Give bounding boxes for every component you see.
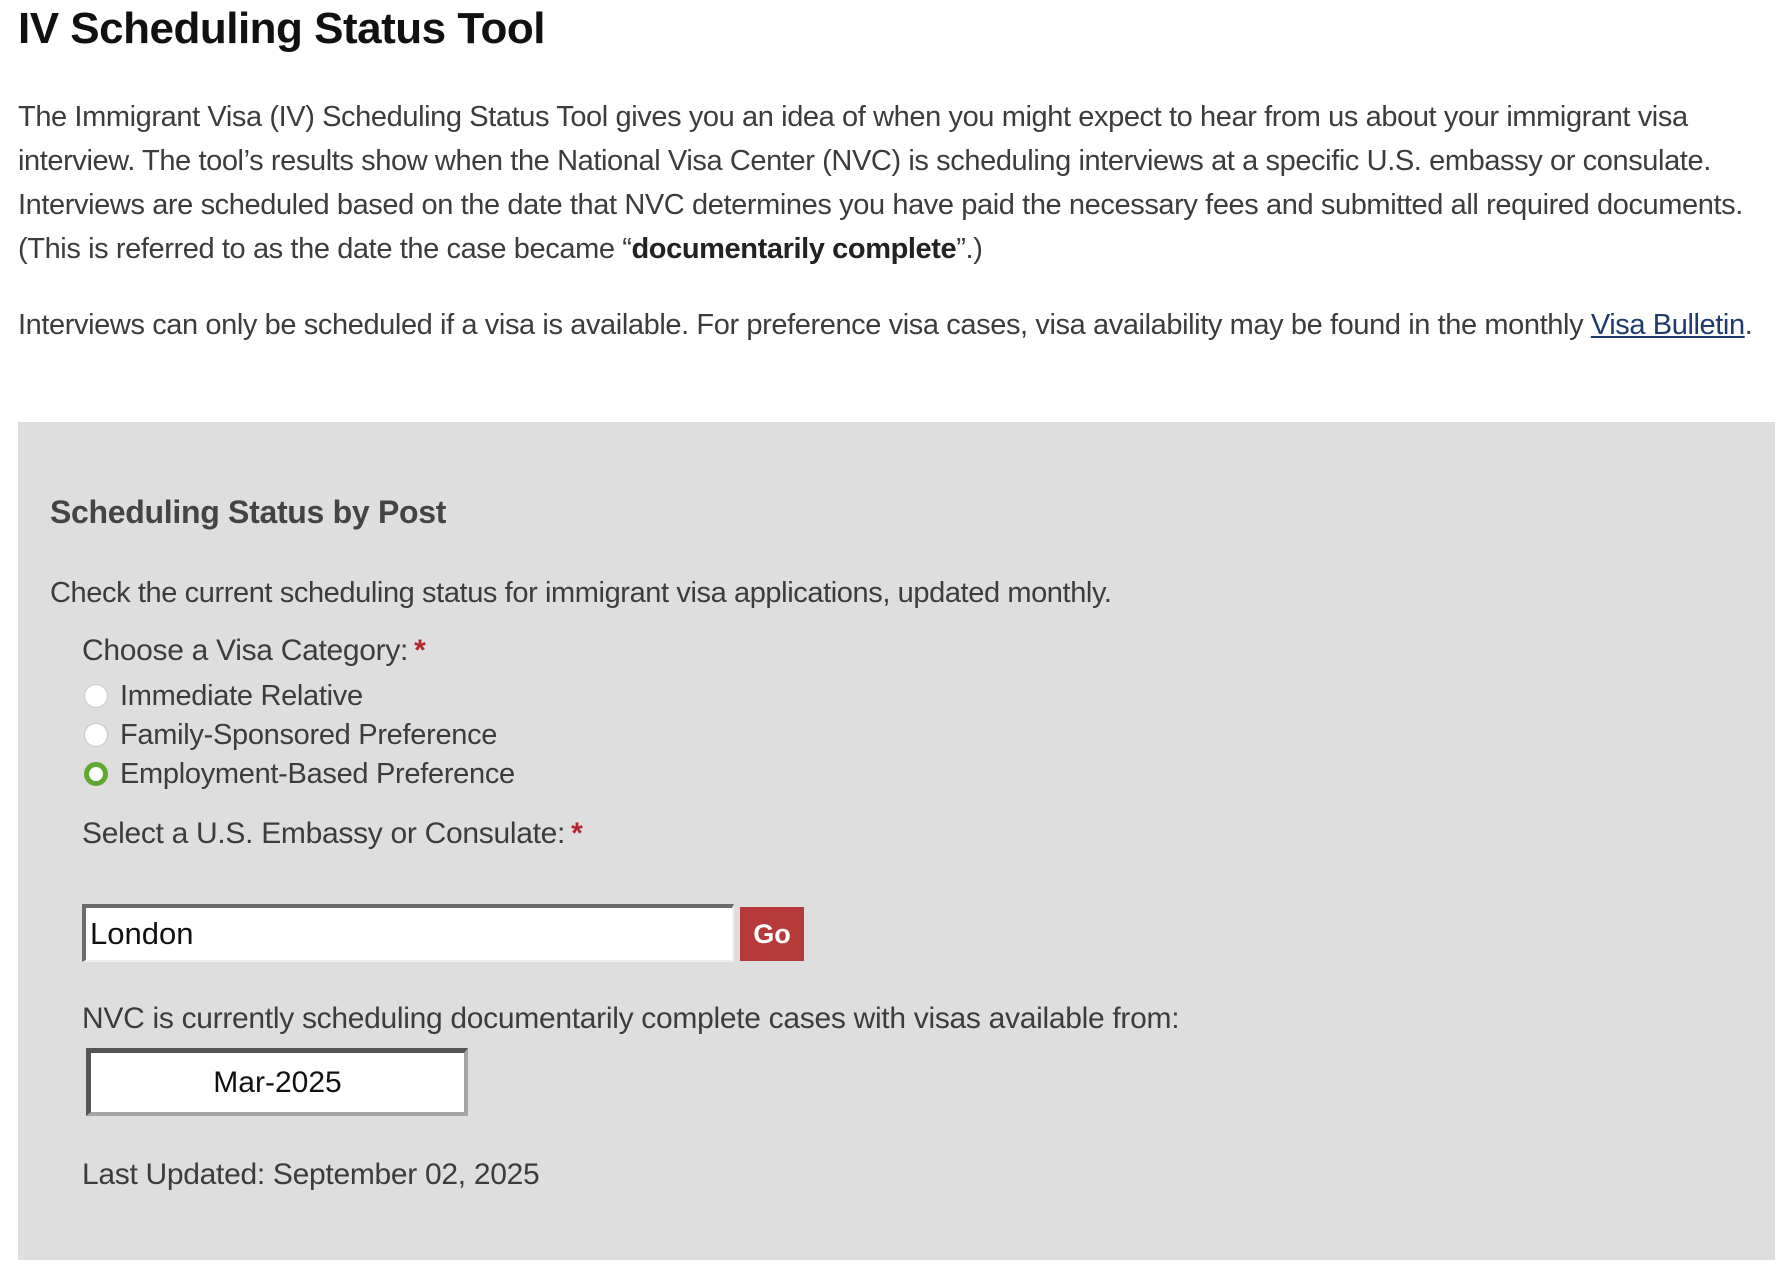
radio-button[interactable] [84,723,108,747]
radio-button[interactable] [84,684,108,708]
required-marker: * [571,817,583,850]
post-input[interactable] [82,904,734,962]
radio-employment-based[interactable] [84,756,515,792]
availability-text: Interviews can only be scheduled if a visa is available. For preference visa cases, visa availability may be found in the monthly [18,309,1591,341]
intro-text-2: ”.) [956,233,983,265]
scheduling-status-panel [18,422,1775,1260]
go-button[interactable]: Go [740,907,804,961]
availability-paragraph [18,303,1758,347]
radio-label: Employment-Based Preference [120,757,515,790]
panel-description: Check the current scheduling status for immigrant visa applications, updated monthly. [50,577,1112,609]
radio-immediate-relative[interactable] [84,678,363,714]
post-label [82,817,582,851]
panel-title: Scheduling Status by Post [50,494,447,530]
visa-category-label [82,634,425,668]
radio-label: Immediate Relative [120,679,363,712]
last-updated: Last Updated: September 02, 2025 [82,1158,540,1191]
intro-bold-term: documentarily complete [631,233,957,265]
radio-family-sponsored[interactable] [84,717,497,753]
radio-label: Family-Sponsored Preference [120,718,498,751]
visa-category-label-text: Choose a Visa Category: [82,634,409,667]
intro-paragraph [18,95,1758,271]
visa-bulletin-link[interactable]: Visa Bulletin [1590,309,1745,341]
post-label-text: Select a U.S. Embassy or Consulate: [82,817,566,850]
required-marker: * [414,634,426,667]
page-title: IV Scheduling Status Tool [18,4,545,53]
result-date: Mar-2025 [213,1065,342,1099]
result-date-box [86,1048,468,1116]
availability-end: . [1744,309,1753,341]
intro-text-1: The Immigrant Visa (IV) Scheduling Status Tool gives you an idea of when you might expect to hear from us about your immigrant visa interview. The tool’s results show when the National Visa Center (NVC) is scheduling interviews at a specific U.S. embassy or consulate. Interviews are scheduled based on the date that NVC determines you have paid the necessary fees and submitted all required documents. (This is referred to as the date the case became “ [18,101,1743,265]
result-label: NVC is currently scheduling documentarily complete cases with visas available from: [82,1002,1180,1035]
radio-button-selected[interactable] [84,762,108,786]
